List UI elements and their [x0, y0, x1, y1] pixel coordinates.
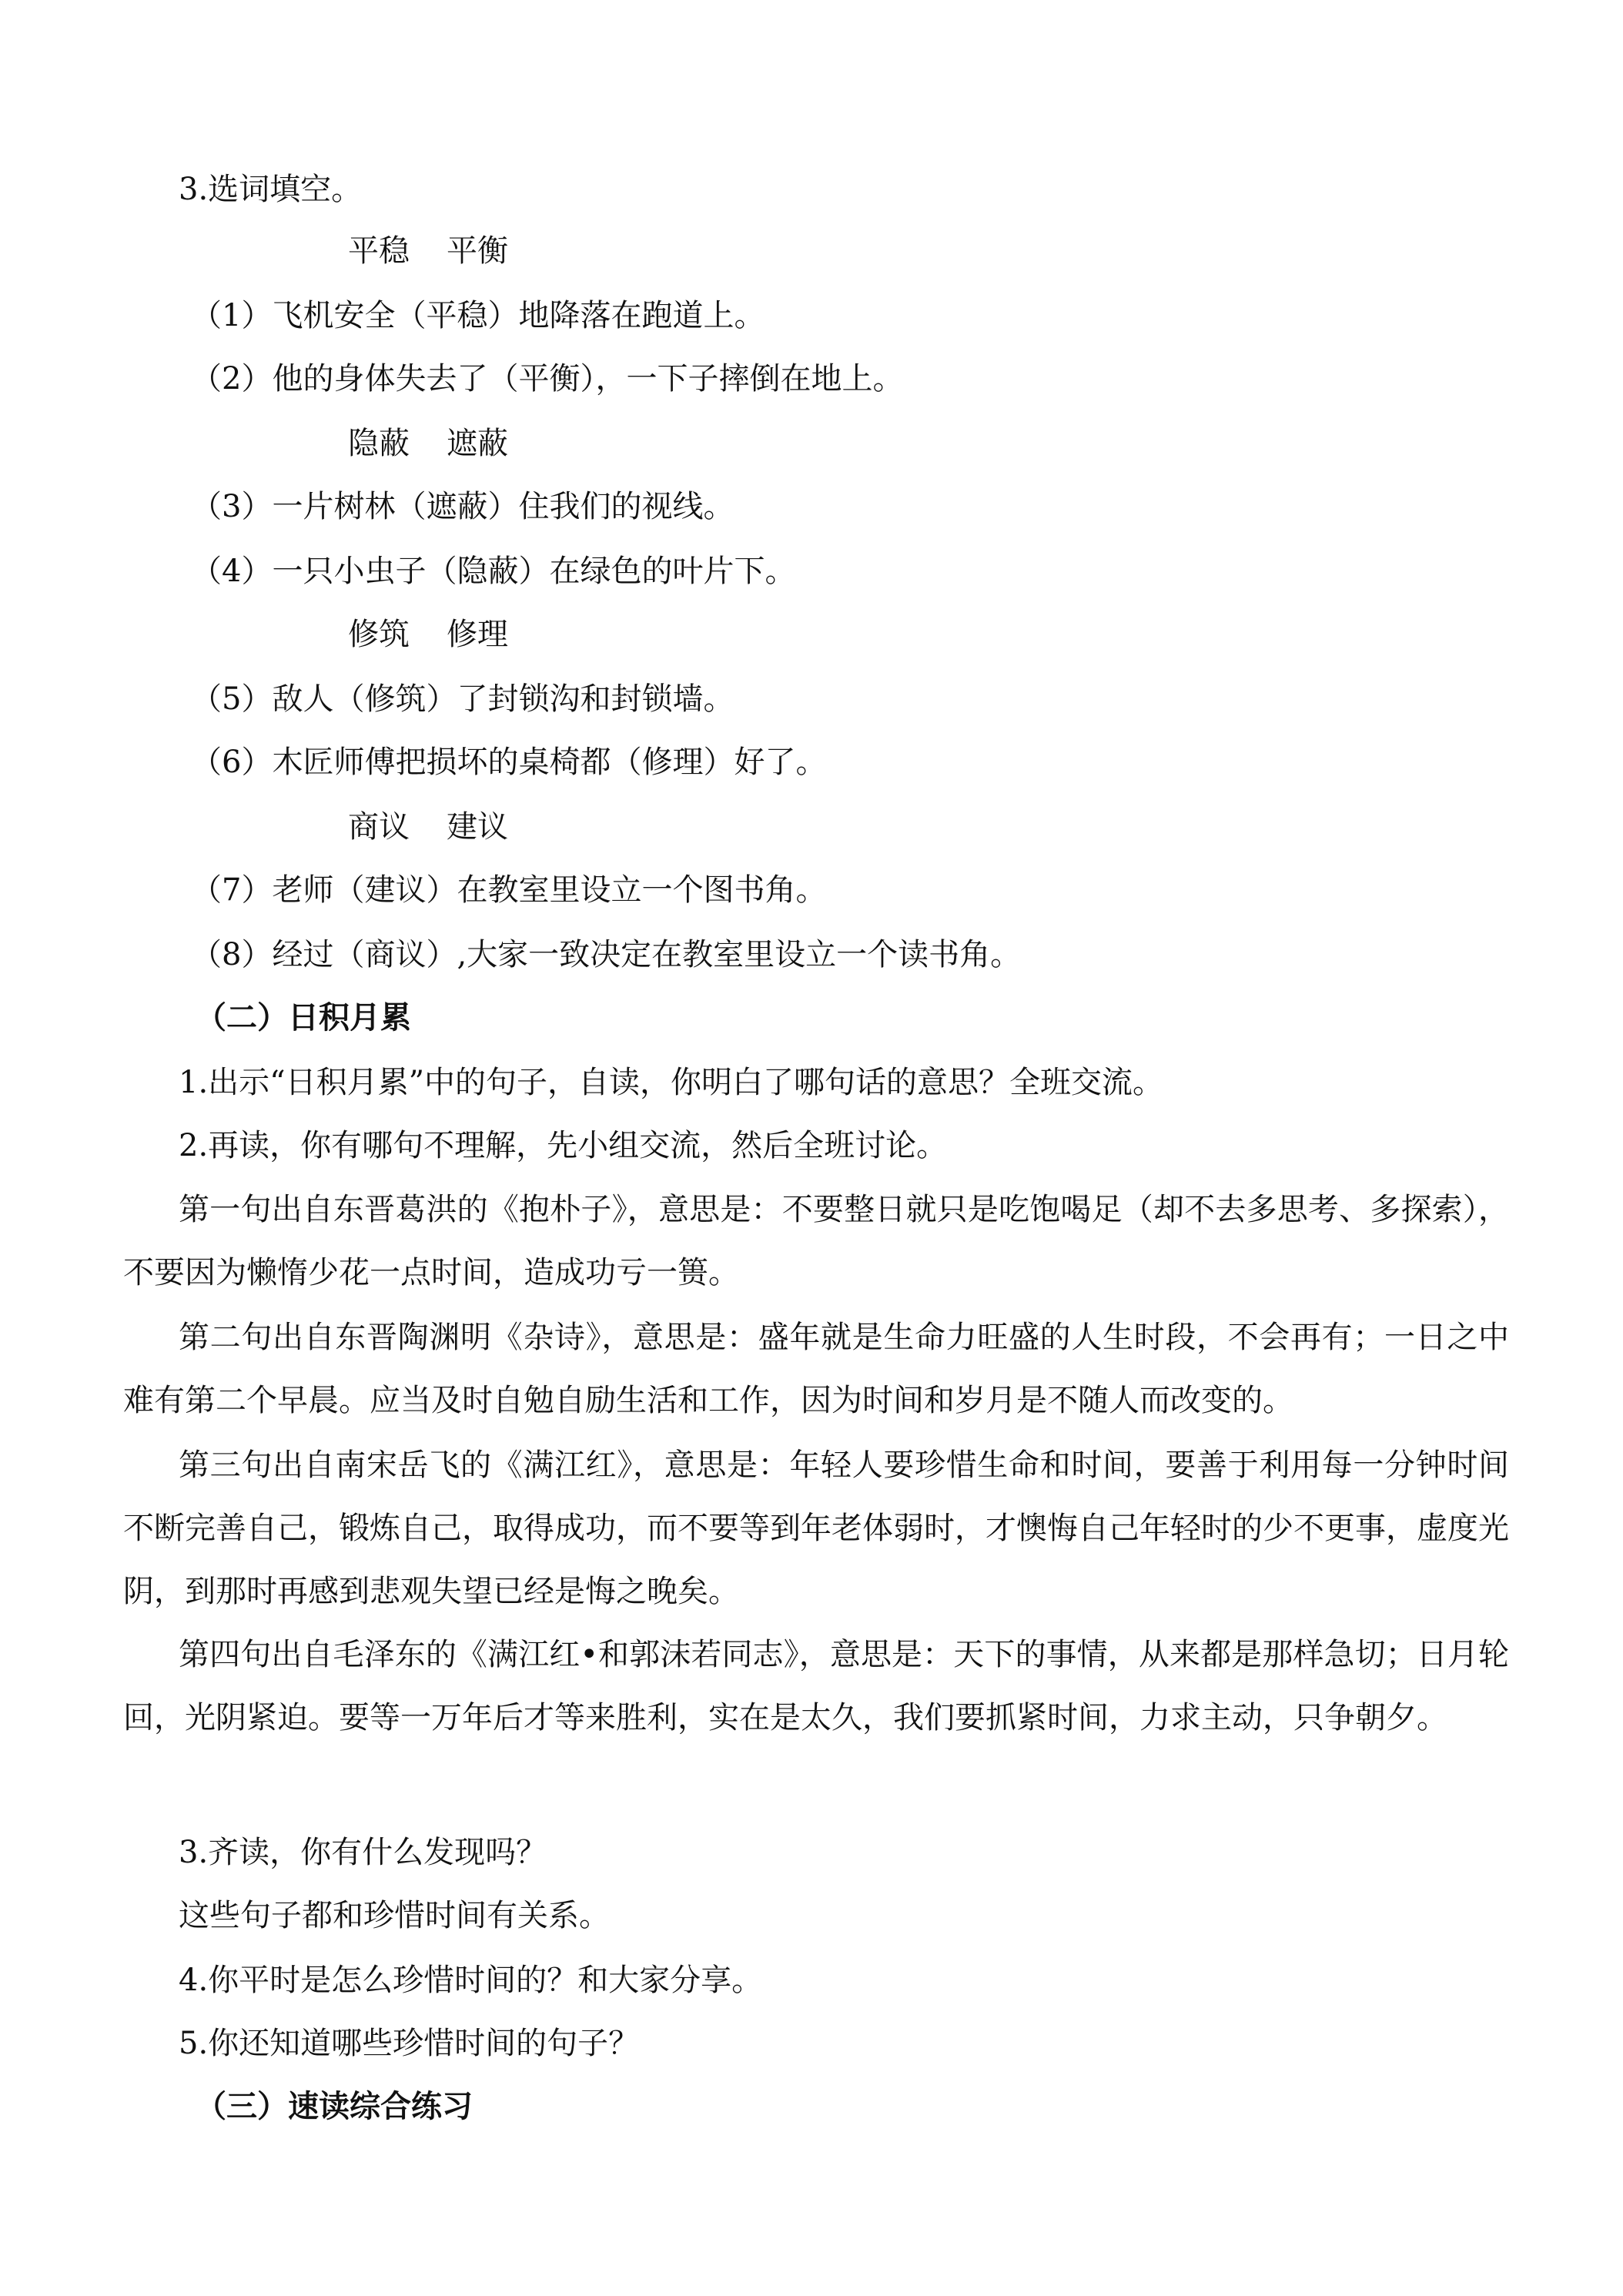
section-heading-accumulation: （二）日积月累 — [196, 1000, 411, 1036]
question-3: （3）一片树林（遮蔽）住我们的视线。 — [191, 489, 735, 524]
step-5: 5.你还知道哪些珍惜时间的句子？ — [179, 2026, 640, 2061]
step-2: 2.再读，你有哪句不理解，先小组交流，然后全班讨论。 — [179, 1128, 948, 1163]
explanation-4: 第四句出自毛泽东的《满江红•和郭沫若同志》，意思是：天下的事情，从来都是那样急切；日月轮回，光阴紧迫。要等一万年后才等来胜利，实在是太久，我们要抓紧时间，力求主动，只争朝夕。 — [123, 1637, 1509, 1735]
step-3: 3.齐读，你有什么发现吗？ — [179, 1835, 547, 1870]
word-option: 修理 — [447, 617, 508, 652]
fill-blank-title: 3.选词填空。 — [179, 172, 363, 207]
step-4: 4.你平时是怎么珍惜时间的？和大家分享。 — [179, 1963, 763, 1998]
question-7: （7）老师（建议）在教室里设立一个图书角。 — [191, 872, 827, 908]
word-option: 平衡 — [447, 233, 508, 269]
question-1: （1）飞机安全（平稳）地降落在跑道上。 — [191, 298, 765, 333]
question-4: （4）一只小虫子（隐蔽）在绿色的叶片下。 — [191, 554, 796, 589]
word-pair-4 — [348, 808, 508, 845]
question-6: （6）木匠师傅把损坏的桌椅都（修理）好了。 — [191, 745, 827, 780]
section-heading-reading: （三）速读综合练习 — [196, 2089, 473, 2124]
word-pair-2 — [348, 425, 508, 462]
explanation-1: 第一句出自东晋葛洪的《抱朴子》，意思是：不要整日就只是吃饱喝足（却不去多思考、多探索），不要因为懒惰少花一点时间，造成功亏一篑。 — [123, 1192, 1509, 1290]
question-8: （8）经过（商议）,大家一致决定在教室里设立一个读书角。 — [191, 937, 1022, 972]
step-1: 1.出示“日积月累”中的句子，自读，你明白了哪句话的意思？全班交流。 — [179, 1065, 1164, 1100]
question-5: （5）敌人（修筑）了封锁沟和封锁墙。 — [191, 681, 735, 717]
step-3-answer: 这些句子都和珍惜时间有关系。 — [179, 1898, 610, 1933]
word-option: 修筑 — [348, 617, 410, 652]
word-option: 商议 — [348, 809, 410, 845]
explanation-3: 第三句出自南宋岳飞的《满江红》，意思是：年轻人要珍惜生命和时间，要善于利用每一分钟时间不断完善自己，锻炼自己，取得成功，而不要等到年老体弱时，才懊悔自己年轻时的少不更事，虚度光阴，到那时再感到悲观失望已经是悔之晚矣。 — [123, 1448, 1509, 1609]
word-pair-1 — [348, 233, 508, 269]
word-option: 遮蔽 — [447, 426, 508, 461]
question-2: （2）他的身体失去了（平衡），一下子摔倒在地上。 — [191, 361, 904, 397]
word-pair-3 — [348, 616, 508, 653]
word-option: 平稳 — [348, 233, 410, 269]
explanation-2: 第二句出自东晋陶渊明《杂诗》，意思是：盛年就是生命力旺盛的人生时段，不会再有；一日之中难有第二个早晨。应当及时自勉自励生活和工作，因为时间和岁月是不随人而改变的。 — [123, 1320, 1509, 1418]
word-option: 建议 — [447, 809, 508, 845]
word-option: 隐蔽 — [348, 426, 410, 461]
